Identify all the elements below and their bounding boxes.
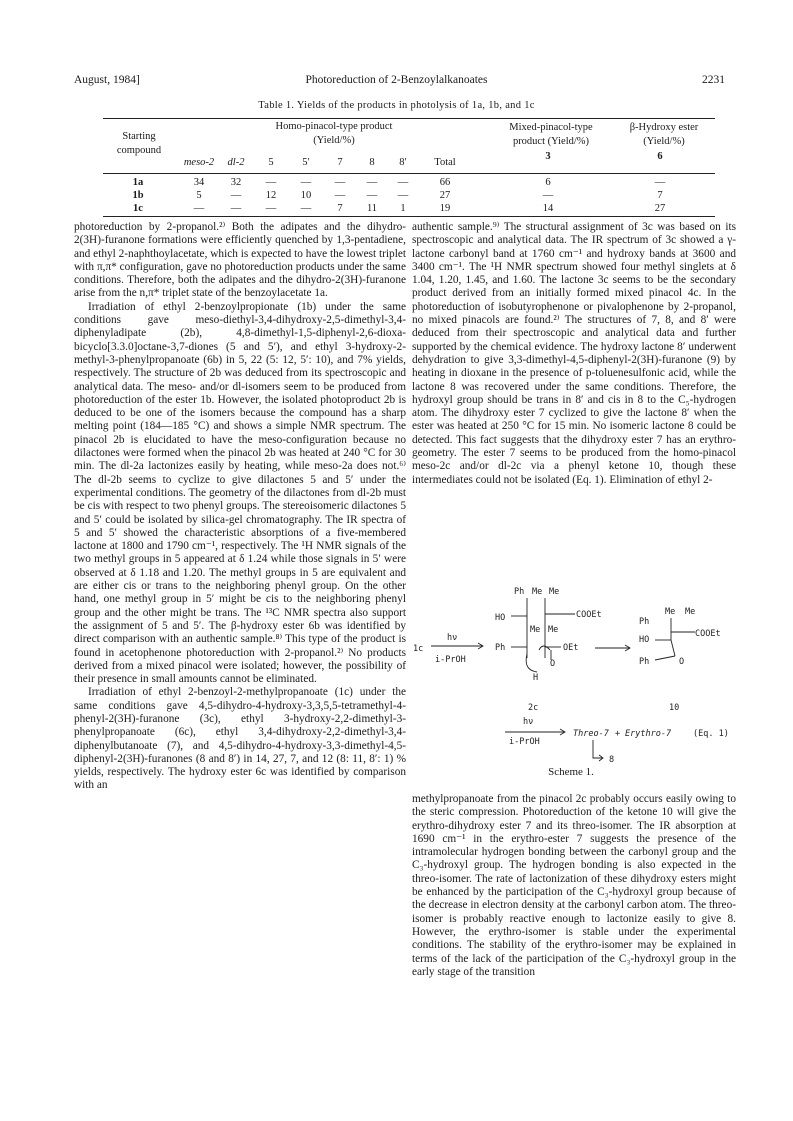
right-column-continued [412, 793, 736, 979]
scheme-me-label: Me [665, 607, 676, 617]
scheme-10-label: 10 [669, 703, 680, 713]
table-subheader-cell: 8 [369, 157, 375, 168]
table-cell: — [654, 177, 666, 188]
scheme-threo-label: Threo-7 [573, 729, 609, 739]
scheme-ph-label: Ph [639, 617, 650, 627]
table-subheader-cell: meso-2 [183, 157, 215, 168]
scheme-hv-label: hν [523, 717, 534, 727]
table-row-compound: 1c [133, 203, 143, 214]
scheme-ph-label: Ph [639, 657, 650, 667]
table-subheader-cell: 5 [268, 157, 274, 168]
table-cell: 32 [230, 177, 242, 188]
scheme-caption: Scheme 1. [548, 766, 594, 778]
scheme-ho-label: HO [495, 613, 506, 623]
table-head-rule [103, 173, 715, 174]
table-cell: — [300, 177, 312, 188]
scheme-me-label: Me [549, 587, 560, 597]
scheme-o-label: O [679, 657, 685, 667]
table-cell: 19 [439, 203, 451, 214]
table-subheader-cell: 3 [545, 151, 551, 162]
scheme-h-label: H [533, 673, 539, 683]
reaction-arrow [593, 740, 603, 758]
paragraph: photoreduction by 2-propanol.²⁾ Both the adipates and the dihydro-2(3H)-furanone formations were efficiently quenched by 1,3-pentadiene, and ethyl 2-naphthoylacetate, which is expected to have the lowest triplet with π,π* configuration, gave no photoreduction products under the same conditions. Therefore, both the adipates and the dihydro-2(3H)-furanone arise from the n,π* triplet state of the benzoylacetate 1a. [74, 221, 406, 300]
table-cell: — [542, 190, 554, 201]
scheme-me-label: Me [685, 607, 696, 617]
table-cell: — [397, 190, 409, 201]
table-cell: — [397, 177, 409, 188]
scheme-ho-label: HO [639, 635, 650, 645]
table-cell: 12 [265, 190, 277, 201]
table-cell: 7 [337, 203, 343, 214]
table-cell: — [265, 203, 277, 214]
left-column [74, 221, 406, 793]
electron-arrow [526, 654, 537, 672]
page-number: 2231 [702, 74, 725, 86]
table-title: Table 1. Yields of the products in photolysis of 1a, 1b, and 1c [258, 100, 535, 111]
table-cell: 27 [439, 190, 451, 201]
table-cell: 10 [300, 190, 312, 201]
table-subheader-cell: 8′ [399, 157, 407, 168]
scheme-ph-label: Ph [514, 587, 525, 597]
table-subheader-cell: Total [434, 157, 456, 168]
table-cell: — [230, 203, 242, 214]
table-cell: 6 [545, 177, 551, 188]
bond [655, 656, 675, 660]
scheme-solvent-label: i-PrOH [435, 655, 466, 665]
col-head-starting: Starting compound [116, 131, 162, 156]
table-subheader-cell: 7 [337, 157, 343, 168]
table-row-compound: 1a [132, 177, 144, 188]
scheme-cooet-label: COOEt [576, 610, 602, 620]
scheme-me-label: Me [532, 587, 543, 597]
scheme-oet-label: OEt [563, 643, 579, 653]
scheme-hv-label: hν [447, 633, 458, 643]
table-cell: 14 [542, 203, 554, 214]
paragraph: Irradiation of ethyl 2-benzoylpropionate (1b) under the same conditions gave meso-diethyl-3,4-dihydroxy-2,5-dimethyl-3,4-diphenyladipate (2b), 4,8-dimethyl-1,5-diphenyl-2,6-dioxa-bicyclo[3.3.0]octane-3,7-diones (5 and 5′), and ethyl 3-hydroxy-2-methyl-3-phenylpropanoate (6b) in 5, 22 (5: 12, 5′: 10), and 7% yields, respectively. The structure of 2b was deduced from its spectroscopic and analytical data. The meso- and/or dl-isomers seem to be produced from photoreduction of the ester 1b. However, the isolated photoproduct 2b is deduced to be one of the isomers because the compound has a sharp melting point (184—185 °C) and shows a simple NMR spectrum. The pinacol 2b is elucidated to have the meso-configuration because no dilactones were formed when the pinacol 2b was heated at 240 °C for 30 min. The dl-2a lactonizes easily by heating, while meso-2a does not.⁶⁾ The dl-2b seems to cyclize to give dilactones 5 and 5′ under the experimental conditions. The geometry of the dilactones from dl-2b must be cis with respect to two phenyl groups. The stereoisomeric dilactones 5 and 5′ could be isolated by silica-gel chromatography. The IR spectra of 5 and 5′ showed the characteristic absorptions of a five-membered lactone at 1800 and 1790 cm⁻¹, respectively. The ¹H NMR signals of the two methyl groups in 5 appeared at δ 1.24 while those signals in 5′ were observed at δ 1.18 and 1.20. The methyl groups in 5 are equivalent and are either cis or trans to the neighboring phenyl group. On the other hand, one methyl group in 5′ might be cis to the neighboring phenyl group and the other might be trans. The ¹³C NMR spectra also support the assignment of 5 and 5′. The β-hydroxy ester 6b was identified by direct comparison with an authentic sample.⁸⁾ This type of the product is found in acetophenone photoreduction with 2-propanol.²⁾ No products derived from a mixed pinacol were isolated; however, the possibility of their presence in small amounts cannot be eliminated. [74, 300, 406, 686]
table-cell: 34 [193, 177, 205, 188]
table-cell: — [193, 203, 205, 214]
scheme-me-label: Me [530, 625, 541, 635]
table-top-rule [103, 118, 715, 119]
table-cell: — [366, 177, 378, 188]
table-cell: 27 [654, 203, 666, 214]
table-cell: — [366, 190, 378, 201]
table-cell: — [230, 190, 242, 201]
table-cell: — [334, 190, 346, 201]
table-row-compound: 1b [132, 190, 144, 201]
scheme-solvent-label: i-PrOH [509, 737, 540, 747]
table-cell: 7 [657, 190, 663, 201]
running-header-date: August, 1984] [74, 74, 140, 86]
table-cell: 66 [439, 177, 451, 188]
scheme-eq-label: (Eq. 1) [693, 729, 729, 739]
col-head-homo-unit: (Yield/%) [313, 135, 355, 146]
scheme-1-diagram [405, 584, 745, 780]
col-head-homo: Homo-pinacol-type product [275, 121, 393, 132]
table-subheader-cell: 6 [657, 151, 663, 162]
table-cell: 1 [400, 203, 406, 214]
scheme-me-label: Me [548, 625, 559, 635]
table-subheader-cell: 5′ [302, 157, 310, 168]
running-header-title: Photoreduction of 2-Benzoylalkanoates [305, 74, 488, 86]
col-head-mixed: Mixed-pinacol-type product (Yield/%) [509, 122, 593, 147]
paragraph: Irradiation of ethyl 2-benzoyl-2-methylpropanoate (1c) under the same conditions gave 4,5-dihydro-4-hydroxy-3,3,5,5-tetramethyl-4-phenyl-2(3H)-furanone (3c), ethyl 3-hydroxy-2,2-dimethyl-3-phenylpropanoate (6c), ethyl 3,4-dihydroxy-2,2-dimethyl-3,4-diphenylbutanoate (7), and 4,5-dihydro-4-hydroxy-3,3-dimethyl-4,5-diphenyl-2(3H)-furanones (8 and 8′) in 14, 27, 7, and 12 (8: 11, 8′: 1) % yields, respectively. The hydroxy ester 6c was identified by comparison with an [74, 686, 406, 792]
scheme-erythro-label: Erythro-7 [625, 729, 672, 739]
table-cell: 11 [366, 203, 378, 214]
table-cell: 5 [196, 190, 202, 201]
table-subheader-cell: dl-2 [227, 157, 245, 168]
scheme-cooet-label: COOEt [695, 629, 721, 639]
bond [671, 640, 675, 656]
right-column [412, 221, 736, 487]
table-cell: — [265, 177, 277, 188]
col-head-hydroxy: β-Hydroxy ester (Yield/%) [629, 122, 699, 147]
scheme-start-label: 1c [413, 644, 424, 654]
paragraph: methylpropanoate from the pinacol 2c probably occurs easily owing to the steric compression. Photoreduction of the ketone 10 will give the erythro-dihydroxy ester 7 and its threo-isomer. The IR absorption at 1690 cm⁻¹ in the erythro-ester 7 suggests the presence of the intramolecular hydrogen bonding between the carbonyl group and the C₃-hydroxyl group. The hydrogen bonding is also expected in the threo-isomer. The rate of lactonization of these dihydroxy esters might be enhanced by the participation of the C₃-hydroxyl group because of the decrease in electron density at the carbonyl carbon atom. The threo-isomer is probably reactive enough to lactonize easily to give 8. However, the erythro-isomer is stable under the experimental conditions. The stability of the erythro-isomer may be explained in terms of the lack of the participation of the C₃-hydroxyl group in the early stage of the transition [412, 793, 736, 978]
table-bottom-rule [103, 216, 715, 217]
scheme-plus-label: + [615, 729, 621, 739]
paragraph: authentic sample.⁹⁾ The structural assignment of 3c was based on its spectroscopic and analytical data. The IR spectrum of 3c showed a γ-lactone carbonyl band at 1760 cm⁻¹ and hydroxy bands at 3600 and 3400 cm⁻¹. The ¹H NMR spectrum showed four methyl singlets at δ 1.04, 1.20, 1.45, and 1.60. The lactone 3c seems to be the secondary product derived from an initially formed mixed pinacol 4c. In the photoreduction of isobutyrophenone or pivalophenone by 2-propanol, no mixed pinacols are found.²⁾ The structures of 7, 8, and 8′ were deduced from their spectroscopic and analytical data and further supported by the chemical evidence. The hydroxy lactone 8′ underwent dehydration to give 3,3-dimethyl-4,5-diphenyl-2(3H)-furanone (9) by heating in dioxane in the presence of p-toluenesulfonic acid, while the lactone 8 was recovered under the same conditions. Therefore, the hydroxyl group should be trans in 8′ and cis in 8 to the C₅-hydrogen atom. The dihydroxy ester 7 cyclized to give the lactone 8′ when the ester was heated at 250 °C for 15 min. No isomeric lactone 8 could be detected. This fact suggests that the dihydroxy ester 7 has an erythro-geometry. The ester 7 seems to be produced from the homo-pinacol meso-2c and/or dl-2c via a phenyl ketone 10, though these intermediates could not be isolated (Eq. 1). Elimination of ethyl 2- [412, 221, 736, 486]
scheme-o-label: O [550, 659, 556, 669]
scheme-8-label: 8 [609, 755, 615, 765]
table-cell: — [334, 177, 346, 188]
table-cell: — [300, 203, 312, 214]
scheme-2c-label: 2c [528, 703, 539, 713]
scheme-ph-label: Ph [495, 643, 506, 653]
